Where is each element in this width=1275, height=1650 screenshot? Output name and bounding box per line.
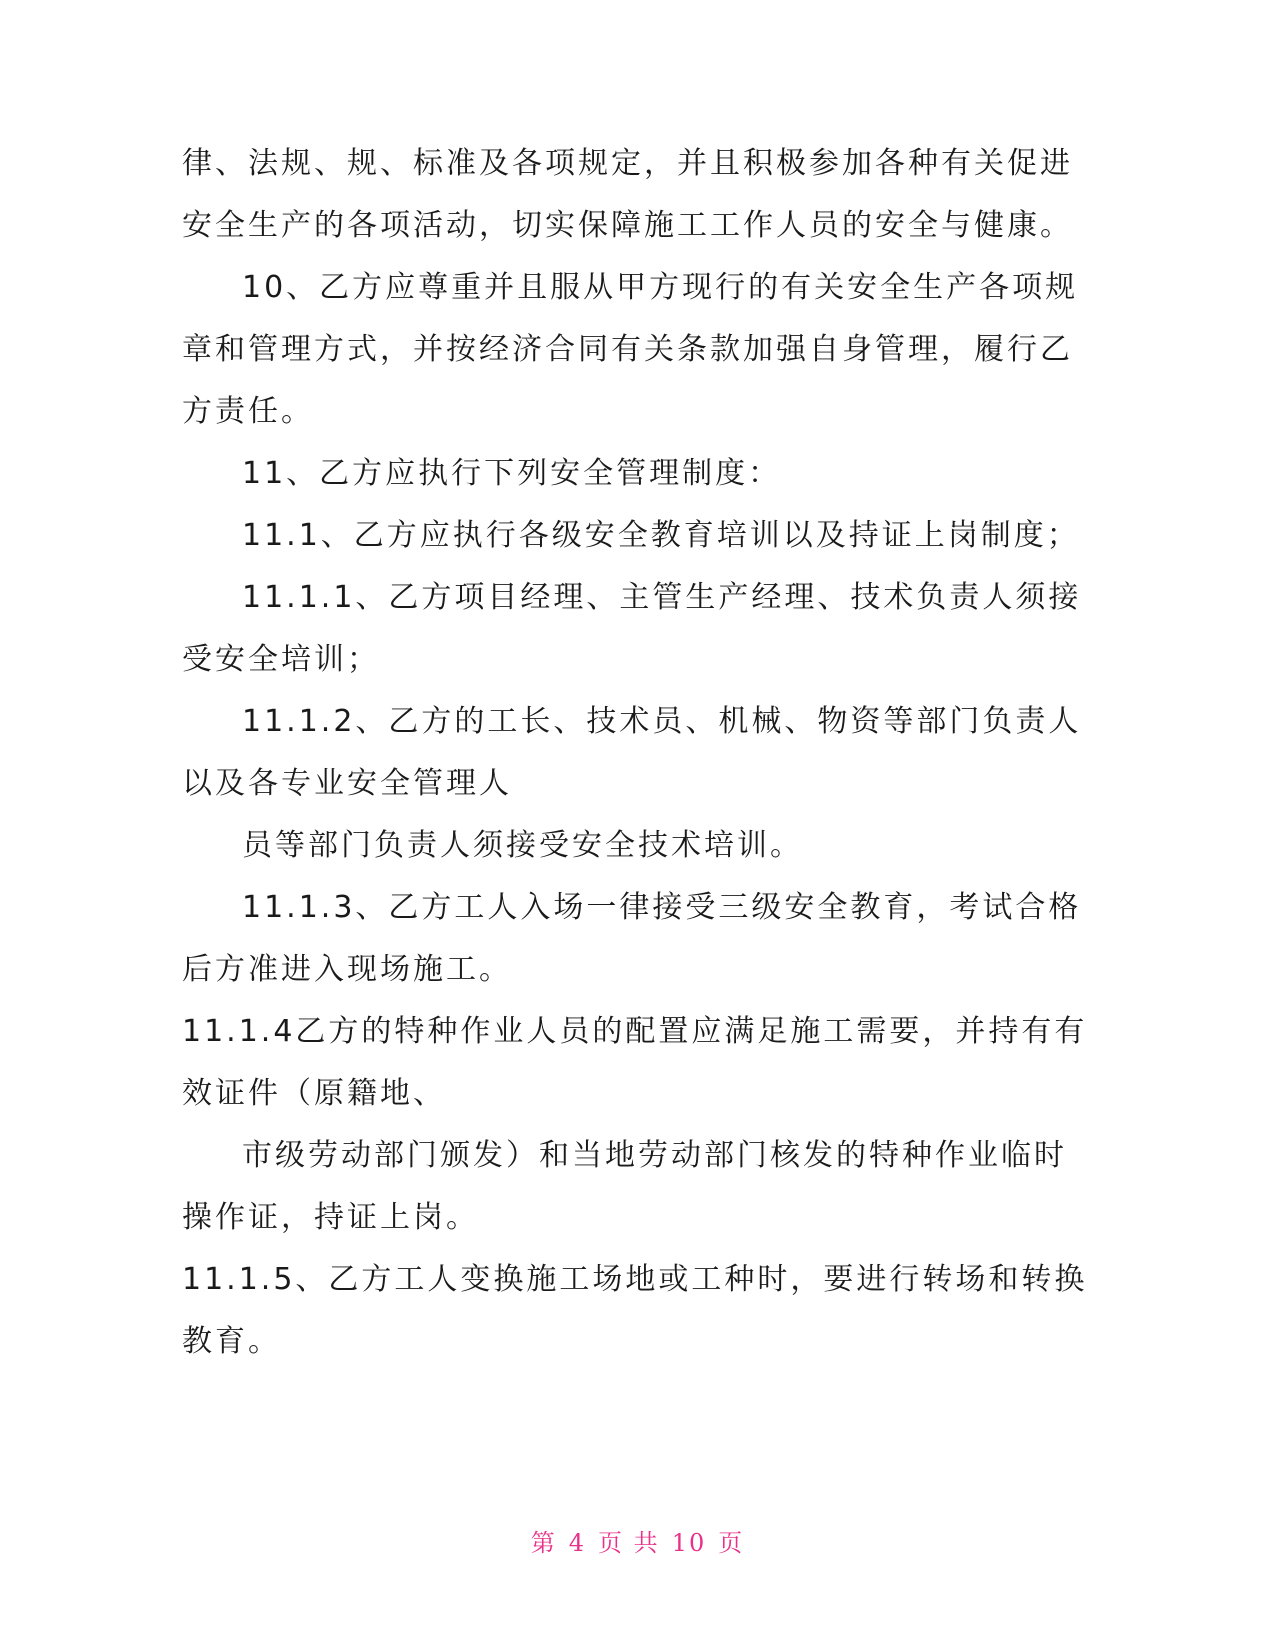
text-line: 受安全培训； <box>182 642 380 677</box>
text-line: 11、乙方应执行下列安全管理制度： <box>242 456 782 491</box>
footer-prefix: 第 <box>530 1529 557 1557</box>
footer-middle: 页 共 <box>598 1529 660 1557</box>
text-line: 市级劳动部门颁发）和当地劳动部门核发的特种作业临时 <box>242 1138 1067 1173</box>
footer-total-pages: 10 <box>671 1529 707 1557</box>
text-line: 11.1.5、乙方工人变换施工场地或工种时，要进行转场和转换 <box>182 1262 1088 1297</box>
footer-page-number: 4 <box>568 1529 587 1557</box>
footer-suffix: 页 <box>718 1529 745 1557</box>
text-line: 11.1、乙方应执行各级安全教育培训以及持证上岗制度； <box>242 518 1080 553</box>
text-line: 章和管理方式，并按经济合同有关条款加强自身管理，履行乙 <box>182 332 1073 367</box>
text-line: 后方准进入现场施工。 <box>182 952 512 987</box>
text-line: 安全生产的各项活动，切实保障施工工作人员的安全与健康。 <box>182 208 1073 243</box>
text-line: 方责任。 <box>182 394 314 429</box>
text-line: 11.1.1、乙方项目经理、主管生产经理、技术负责人须接 <box>242 580 1082 615</box>
text-line: 11.1.2、乙方的工长、技术员、机械、物资等部门负责人 <box>242 704 1082 739</box>
page-number-footer <box>0 1528 1275 1558</box>
text-line: 员等部门负责人须接受安全技术培训。 <box>242 828 803 863</box>
text-line: 效证件（原籍地、 <box>182 1076 446 1111</box>
text-line: 律、法规、规、标准及各项规定，并且积极参加各种有关促进 <box>182 146 1073 181</box>
text-line: 以及各专业安全管理人 <box>182 766 512 801</box>
text-line: 10、乙方应尊重并且服从甲方现行的有关安全生产各项规 <box>242 270 1079 305</box>
text-line: 操作证，持证上岗。 <box>182 1200 479 1235</box>
text-line: 11.1.4乙方的特种作业人员的配置应满足施工需要，并持有有 <box>182 1014 1088 1049</box>
text-line: 11.1.3、乙方工人入场一律接受三级安全教育，考试合格 <box>242 890 1082 925</box>
text-line: 教育。 <box>182 1324 281 1359</box>
